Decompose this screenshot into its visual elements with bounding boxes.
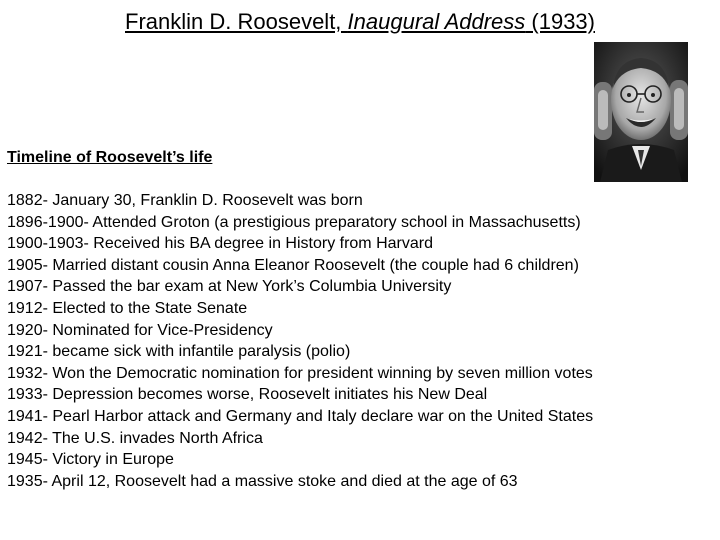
timeline-list <box>7 190 593 492</box>
timeline-entry: 1900-1903- Received his BA degree in History from Harvard <box>7 235 433 253</box>
timeline-entry: 1945- Victory in Europe <box>7 451 174 469</box>
title-prefix: Franklin D. Roosevelt, <box>125 9 348 34</box>
timeline-entry: 1933- Depression becomes worse, Roosevelt initiates his New Deal <box>7 386 488 404</box>
timeline-entry: 1905- Married distant cousin Anna Eleanor Roosevelt (the couple had 6 children) <box>7 256 579 274</box>
timeline-entry: 1941- Pearl Harbor attack and Germany and Italy declare war on the United States <box>7 407 594 425</box>
timeline-entry: 1882- January 30, Franklin D. Roosevelt was born <box>7 192 363 209</box>
timeline-entry: 1921- became sick with infantile paralysis (polio) <box>7 343 351 361</box>
portrait-photo-icon <box>594 42 688 182</box>
timeline-entry: 1920- Nominated for Vice-Presidency <box>7 321 273 339</box>
timeline-heading: Timeline of Roosevelt’s life <box>7 149 213 166</box>
timeline-entry: 1932- Won the Democratic nomination for president winning by seven million votes <box>7 364 593 382</box>
slide-title <box>0 8 720 36</box>
timeline-entry: 1935- April 12, Roosevelt had a massive stoke and died at the age of 63 <box>7 472 518 490</box>
timeline-entry: 1907- Passed the bar exam at New York’s Columbia University <box>7 278 452 296</box>
timeline-entry: 1896-1900- Attended Groton (a prestigious preparatory school in Massachusetts) <box>7 213 581 231</box>
timeline-entry: 1942- The U.S. invades North Africa <box>7 429 263 447</box>
timeline-entry: 1912- Elected to the State Senate <box>7 299 248 317</box>
portrait-drawing <box>594 42 688 182</box>
title-year: (1933) <box>525 9 595 34</box>
title-work: Inaugural Address <box>347 9 526 34</box>
